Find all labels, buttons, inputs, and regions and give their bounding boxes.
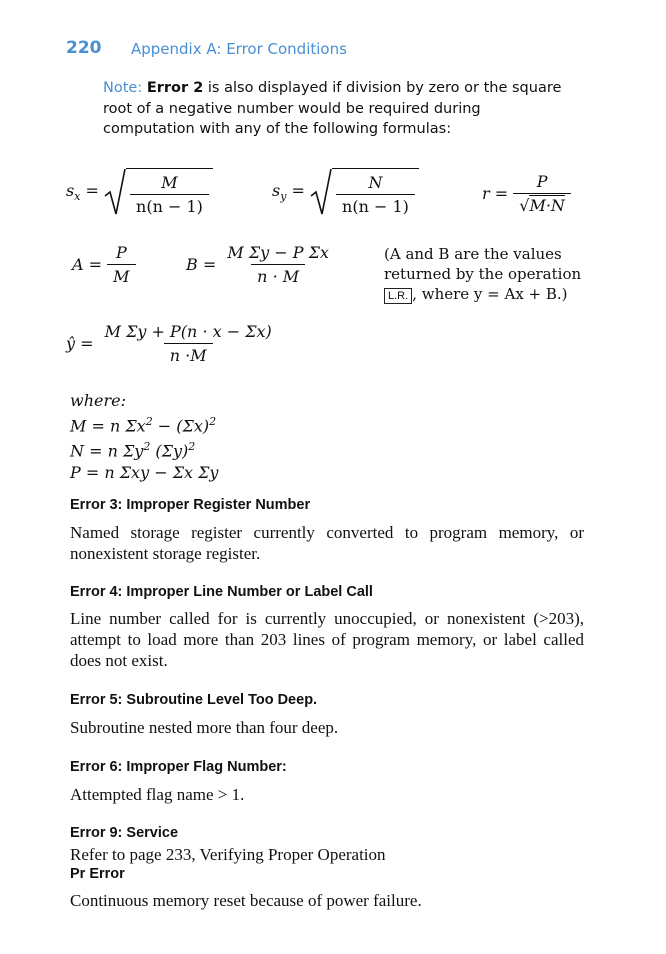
- sx-lhs-sub: x: [74, 190, 81, 204]
- b-lhs: B: [186, 255, 198, 274]
- note-error-code: Error 2: [146, 80, 204, 96]
- yhat-numerator: M Σy + P(n · x − Σx): [104, 322, 272, 341]
- b-numerator: M Σy − P Σx: [227, 243, 329, 262]
- a-lhs: A: [72, 255, 84, 274]
- side-note-line2: , where y = Ax + B.): [412, 285, 568, 303]
- yhat-lhs: ŷ: [66, 334, 76, 353]
- page-number: 220: [66, 38, 102, 58]
- sx-lhs: s: [66, 180, 75, 200]
- error-5-body: Subroutine nested more than four deep.: [70, 718, 339, 737]
- pr-error-body: Continuous memory reset because of power failure.: [70, 891, 422, 910]
- error-4-body: Line number called for is currently unoccupied, or nonexistent (>203), attempt to load more than 203 lines of program memory, or label called does not exist.: [70, 609, 584, 670]
- formula-sy: $s_y$ = $\frac{N}{n(n - 1)}$: [272, 168, 419, 216]
- sy-lhs-sub: y: [280, 190, 287, 204]
- note-paragraph: [103, 78, 563, 140]
- sy-lhs: s: [272, 180, 281, 200]
- sy-numerator: N: [368, 173, 383, 192]
- formula-b: B = $\frac{\text{M Σy − P Σx}}{n \cdot M}$: [186, 243, 335, 286]
- sx-denominator: n(n − 1): [130, 194, 209, 216]
- error-5-title: Error 5: Subroutine Level Too Deep.: [70, 692, 318, 708]
- lr-key: L.R.: [384, 288, 412, 304]
- error-4-title: Error 4: Improper Line Number or Label Call: [70, 584, 373, 600]
- yhat-denominator: n ·M: [164, 343, 213, 365]
- r-numerator: P: [536, 172, 548, 191]
- error-6-title: Error 6: Improper Flag Number:: [70, 759, 287, 775]
- chapter-title: Appendix A: Error Conditions: [131, 40, 347, 58]
- sx-numerator: M: [161, 173, 178, 192]
- side-note: [384, 244, 584, 304]
- formula-sx: $s_x$ = $\frac{M}{n(n - 1)}$: [66, 168, 213, 216]
- formula-r: r = $\frac{P}{√M\cdot N}$: [482, 172, 571, 215]
- where-n: N = n $\Sigma y^2$ $(\Sigma y)^2$: [70, 440, 196, 461]
- formula-a: A = $\frac{P}{M}$: [72, 243, 136, 286]
- b-denominator: n · M: [251, 264, 305, 286]
- r-lhs: r: [482, 184, 490, 203]
- note-text: is also displayed if division by zero or the square root of a negative number would be required during computation with any of the following formulas:: [103, 80, 562, 137]
- note-label: Note:: [103, 80, 143, 96]
- sy-denominator: n(n − 1): [336, 194, 415, 216]
- error-9-title: Error 9: Service: [70, 825, 179, 841]
- error-6-body: Attempted flag name > 1.: [70, 785, 245, 804]
- where-block: [70, 390, 218, 483]
- error-3-body: Named storage register currently converted to program memory, or nonexistent storage register.: [70, 523, 584, 563]
- where-p: P = n Σxy − Σx Σy: [70, 462, 219, 482]
- formula-yhat: ŷ = $\frac{\text{M Σy + P(n · x − Σx)}}{n \cdot M}$: [66, 322, 278, 365]
- where-label: where:: [70, 391, 126, 410]
- a-numerator: P: [115, 243, 127, 262]
- r-denominator: M·N: [529, 196, 565, 215]
- error-9-body: Refer to page 233, Verifying Proper Operation: [70, 845, 386, 864]
- error-3-title: Error 3: Improper Register Number: [70, 497, 311, 513]
- side-note-line1: (A and B are the values returned by the operation: [384, 245, 582, 283]
- where-m: M = n $\Sigma x^2 - (\Sigma x)^2$: [70, 415, 217, 436]
- a-denominator: M: [107, 264, 135, 286]
- pr-error-title: Pr Error: [70, 866, 125, 882]
